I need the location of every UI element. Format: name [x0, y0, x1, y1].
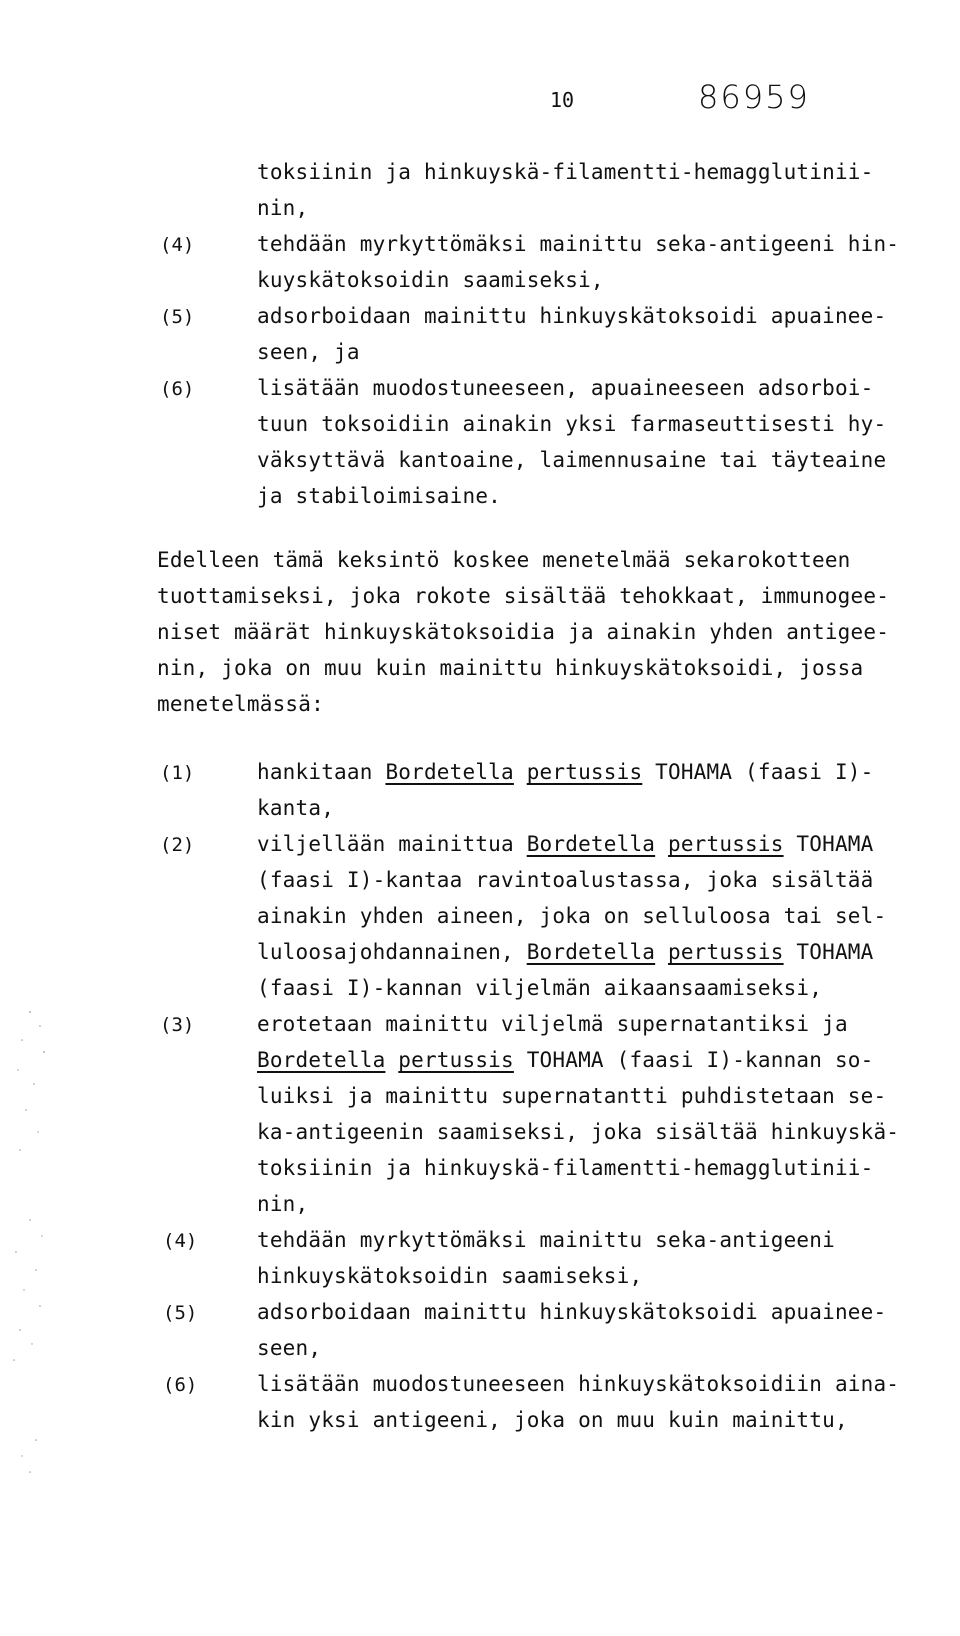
list-item-line: luiksi ja mainittu supernatantti puhdistetaan se- [257, 1084, 887, 1108]
list-item-line: lisätään muodostuneeseen hinkuyskätoksoidiin aina- [257, 1372, 900, 1396]
list-item-line: adsorboidaan mainittu hinkuyskätoksoidi apuainee- [257, 1300, 887, 1324]
species-name: pertussis [398, 1048, 514, 1072]
list-item-line: tuun toksoidiin ainakin yksi farmaseuttisesti hy- [257, 412, 887, 436]
species-name: pertussis [668, 940, 784, 964]
paragraph-line: tuottamiseksi, joka rokote sisältää tehokkaat, immunogee- [157, 584, 890, 608]
list-item-number: (4) [163, 1230, 198, 1252]
genus-name: Bordetella [526, 832, 656, 856]
continuation-line: toksiinin ja hinkuyskä-filamentti-hemagglutinii- [257, 160, 874, 184]
list-item-line: tehdään myrkyttömäksi mainittu seka-antigeeni hin- [257, 232, 900, 256]
species-name: pertussis [526, 760, 643, 784]
list-item-line: tehdään myrkyttömäksi mainittu seka-antigeeni [257, 1228, 835, 1252]
paragraph-line: Edelleen tämä keksintö koskee menetelmää sekarokotteen [157, 548, 851, 572]
list-item-number: (1) [160, 762, 195, 784]
species-name: pertussis [668, 832, 784, 856]
list-item-line: luloosajohdannainen, Bordetella pertussis TOHAMA [257, 940, 874, 964]
list-item-line: adsorboidaan mainittu hinkuyskätoksoidi apuainee- [257, 304, 887, 328]
continuation-line: nin, [257, 196, 309, 220]
patent-number: 86959 [698, 78, 810, 116]
paragraph-line: niset määrät hinkuyskätoksoidia ja ainakin yhden antigee- [157, 620, 890, 644]
genus-name: Bordetella [257, 1048, 386, 1072]
list-item-number: (5) [163, 1302, 198, 1324]
list-item-number: (3) [160, 1014, 195, 1036]
paragraph-line: menetelmässä: [157, 692, 324, 716]
genus-name: Bordetella [526, 940, 656, 964]
list-item-number: (5) [160, 306, 195, 328]
list-item-line: (faasi I)-kannan viljelmän aikaansaamiseksi, [257, 976, 823, 1000]
list-item-line: kin yksi antigeeni, joka on muu kuin mainittu, [257, 1408, 848, 1432]
list-item-number: (6) [160, 378, 195, 400]
list-item-number: (2) [160, 834, 195, 856]
list-item-line: hinkuyskätoksoidin saamiseksi, [257, 1264, 643, 1288]
list-item-line: seen, [257, 1336, 322, 1360]
list-item-line: kuyskätoksoidin saamiseksi, [257, 268, 604, 292]
list-item-line: kanta, [257, 796, 335, 820]
list-item-line: viljellään mainittua Bordetella pertussis TOHAMA [257, 832, 874, 856]
list-item-line: väksyttävä kantoaine, laimennusaine tai täyteaine [257, 448, 887, 472]
paragraph-line: nin, joka on muu kuin mainittu hinkuyskätoksoidi, jossa [157, 656, 864, 680]
list-item-line: ka-antigeenin saamiseksi, joka sisältää hinkuyskä- [257, 1120, 900, 1144]
genus-name: Bordetella [385, 760, 514, 784]
list-item-line: Bordetella pertussis TOHAMA (faasi I)-kannan so- [257, 1048, 874, 1072]
page-number: 10 [550, 88, 575, 112]
list-item-line: ja stabiloimisaine. [257, 484, 502, 508]
list-item-line: erotetaan mainittu viljelmä supernatantiksi ja [257, 1012, 848, 1036]
list-item-number: (4) [160, 234, 195, 256]
list-item-line: (faasi I)-kantaa ravintoalustassa, joka sisältää [257, 868, 874, 892]
list-item-number: (6) [163, 1374, 198, 1396]
list-item-line: ainakin yhden aineen, joka on selluloosa tai sel- [257, 904, 887, 928]
scan-noise [0, 1000, 60, 1520]
list-item-line: hankitaan Bordetella pertussis TOHAMA (faasi I)- [257, 760, 874, 784]
list-item-line: nin, [257, 1192, 309, 1216]
list-item-line: seen, ja [257, 340, 360, 364]
list-item-line: lisätään muodostuneeseen, apuaineeseen adsorboi- [257, 376, 874, 400]
list-item-line: toksiinin ja hinkuyskä-filamentti-hemagglutinii- [257, 1156, 874, 1180]
